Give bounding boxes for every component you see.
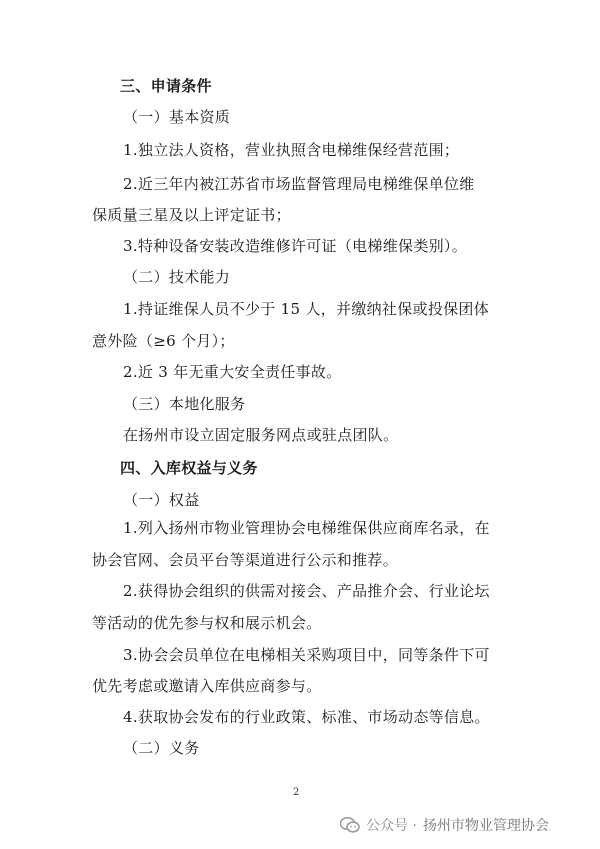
line-19: 3.协会会员单位在电梯相关采购项目中，同等条件下可 <box>123 646 490 664</box>
line-3: 1.独立法人资格，营业执照含电梯维保经营范围； <box>123 141 460 159</box>
line-10: 2.近 3 年无重大安全责任事故。 <box>123 363 342 381</box>
line-14: （一）权益 <box>123 491 200 509</box>
line-22: （二）义务 <box>123 739 200 757</box>
line-5: 保质量三星及以上评定证书； <box>92 206 291 224</box>
line-21: 4.获取协会发布的行业政策、标准、市场动态等信息。 <box>123 708 490 726</box>
line-20: 优先考虑或邀请入库供应商参与。 <box>92 677 322 695</box>
line-2: （一）基本资质 <box>123 108 231 126</box>
page-number: 2 <box>293 787 300 798</box>
line-15: 1.列入扬州市物业管理协会电梯维保供应商库名录，在 <box>123 519 490 537</box>
line-4: 2.近三年内被江苏省市场监督管理局电梯维保单位维 <box>123 175 475 193</box>
line-17: 2.获得协会组织的供需对接会、产品推介会、行业论坛 <box>123 582 490 600</box>
line-7: （二）技术能力 <box>123 268 231 286</box>
line-8: 1.持证维保人员不少于 15 人，并缴纳社保或投保团体 <box>123 300 490 318</box>
line-18: 等活动的优先参与权和展示机会。 <box>92 614 322 632</box>
line-1: 三、申请条件 <box>120 77 212 95</box>
line-6: 3.特种设备安装改造维修许可证（电梯维保类别）。 <box>123 237 468 255</box>
line-11: （三）本地化服务 <box>123 395 246 413</box>
wechat-icon <box>340 817 360 833</box>
line-16: 协会官网、会员平台等渠道进行公示和推荐。 <box>92 551 399 569</box>
line-9: 意外险（≥6 个月）； <box>92 332 235 350</box>
line-13: 四、入库权益与义务 <box>120 459 258 477</box>
watermark-account: 扬州市物业管理协会 <box>422 818 549 834</box>
wechat-watermark <box>340 813 549 837</box>
watermark-prefix: 公众号 · <box>366 818 417 834</box>
line-12: 在扬州市设立固定服务网点或驻点团队。 <box>123 426 399 444</box>
